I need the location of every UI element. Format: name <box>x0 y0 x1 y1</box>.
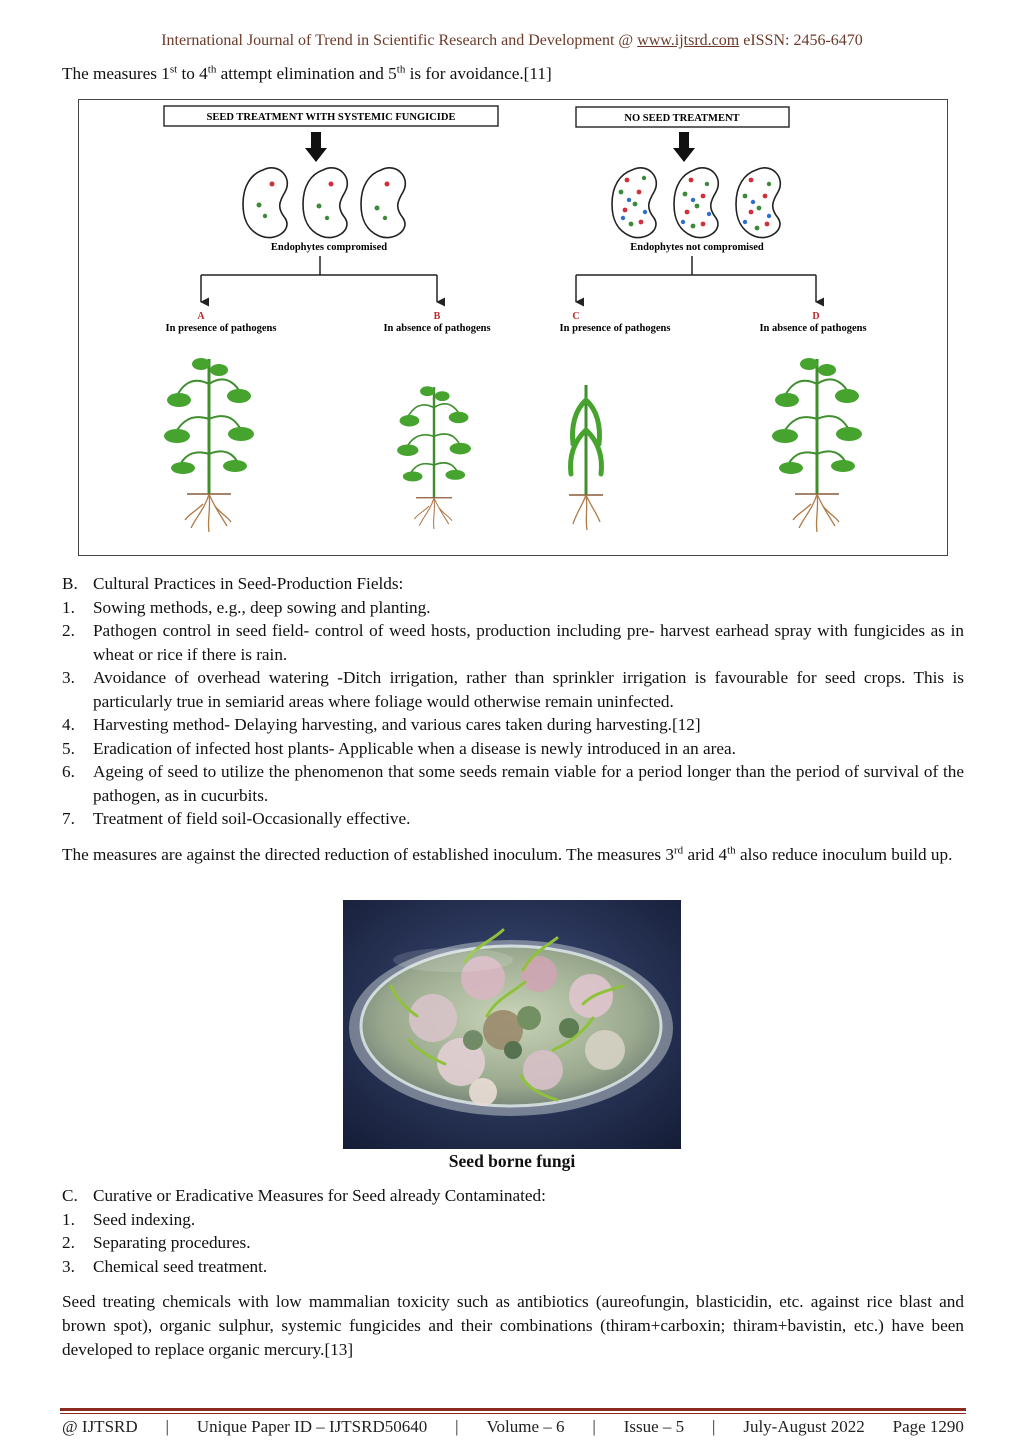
list-number: B. <box>62 574 78 593</box>
list-text: Seed indexing. <box>93 1209 196 1229</box>
list-text: Eradication of infected host plants- Applicable when a disease is newly introduced in an area. <box>93 738 736 758</box>
measures-text-2: arid 4 <box>683 845 728 864</box>
down-arrow-icon <box>673 132 695 162</box>
list-text: Ageing of seed to utilize the phenomenon that some seeds remain viable for a period longer than the period of survival of the pathogen, as in cucurbits. <box>93 762 964 805</box>
list-item <box>62 1255 964 1279</box>
footer-divider-thin <box>60 1413 966 1414</box>
section-c-heading <box>62 1184 964 1208</box>
footer-sep: | <box>165 1417 169 1436</box>
list-item <box>62 619 964 666</box>
list-text: Pathogen control in seed field- control of weed hosts, production including pre- harvest earhead spray with fungicides as in wheat or rice if there is rain. <box>93 621 964 664</box>
branch-letter-b: B <box>433 311 441 322</box>
branch-letter-c: C <box>572 311 580 322</box>
list-text: Avoidance of overhead watering -Ditch irrigation, rather than sprinkler irrigation is favourable for seed crops. This is particularly true in semiarid areas where foliage would otherwise remain uninfected. <box>93 668 964 711</box>
footer-issue: Issue – 5 <box>623 1417 685 1436</box>
list-text: Sowing methods, e.g., deep sowing and planting. <box>93 597 431 617</box>
measures-text-3: also reduce inoculum build up. <box>735 845 953 864</box>
list-item <box>62 807 964 831</box>
page-footer <box>62 1417 964 1437</box>
list-number: 4. <box>62 715 75 734</box>
footer-divider <box>60 1408 966 1411</box>
final-paragraph: Seed treating chemicals with low mammalian toxicity such as antibiotics (aureofungin, blasticidin, etc. against rice blast and brown spot), organic sulphur, systemic fungicides and their combinations (thiram+carboxin; thiram+bavistin, etc.) have been developed to replace organic mercury.[13] <box>62 1292 964 1359</box>
right-seed-caption: Endophytes not compromised <box>630 242 764 253</box>
list-number: 7. <box>62 809 75 828</box>
list-item <box>62 713 964 737</box>
list-text: Treatment of field soil-Occasionally effective. <box>93 809 411 828</box>
plant-b-icon <box>397 386 471 529</box>
section-b-heading <box>62 572 964 596</box>
journal-link[interactable]: www.ijtsrd.com <box>637 32 740 49</box>
intro-sup-3: th <box>396 63 406 76</box>
right-box-label: NO SEED TREATMENT <box>624 113 740 124</box>
branch-label-d: In absence of pathogens <box>759 323 867 334</box>
measures-sup-1: rd <box>674 844 684 857</box>
journal-header <box>0 32 1024 50</box>
footer-sep: | <box>455 1417 459 1436</box>
list-text: Chemical seed treatment. <box>93 1256 268 1276</box>
intro-text-2: to 4 <box>177 64 208 83</box>
branch-label-a: In presence of pathogens <box>165 323 277 334</box>
photo-caption: Seed borne fungi <box>448 1151 576 1171</box>
list-number: 2. <box>62 1233 75 1252</box>
branch-letter-a: A <box>197 311 205 322</box>
footer-sep: | <box>592 1417 596 1436</box>
measures-text-1: The measures are against the directed reduction of established inoculum. The measures 3 <box>62 845 675 864</box>
branch-letter-d: D <box>812 311 820 322</box>
footer-paper-id: Unique Paper ID – IJTSRD50640 <box>196 1417 428 1436</box>
measures-sup-2: th <box>727 844 736 857</box>
down-arrow-icon <box>305 132 327 162</box>
list-text: Separating procedures. <box>93 1233 251 1252</box>
list-item <box>62 760 964 807</box>
intro-text-4: is for avoidance.[11] <box>405 64 552 83</box>
list-item <box>62 1231 964 1255</box>
untreated-seeds <box>612 168 780 238</box>
section-b-list <box>62 572 964 831</box>
list-number: 2. <box>62 621 75 640</box>
list-number: 3. <box>62 668 75 687</box>
plant-d-icon <box>772 358 862 532</box>
list-text: Harvesting method- Delaying harvesting, and various cares taken during harvesting.[12] <box>93 715 701 734</box>
intro-sup-1: st <box>169 63 178 76</box>
footer-page: Page 1290 <box>892 1417 964 1436</box>
list-number: 5. <box>62 738 75 758</box>
list-text: Curative or Eradicative Measures for Seed already Contaminated: <box>93 1186 546 1205</box>
list-number: C. <box>62 1186 78 1205</box>
section-c-list <box>62 1184 964 1278</box>
branch-label-c: In presence of pathogens <box>559 323 671 334</box>
header-prefix: International Journal of Trend in Scientific Research and Development @ <box>161 32 638 49</box>
footer-volume: Volume – 6 <box>486 1417 565 1436</box>
header-suffix: eISSN: 2456-6470 <box>739 32 863 49</box>
left-seed-caption: Endophytes compromised <box>270 242 388 253</box>
left-box-label: SEED TREATMENT WITH SYSTEMIC FUNGICIDE <box>206 112 456 123</box>
footer-journal: @ IJTSRD <box>62 1417 138 1436</box>
list-item <box>62 666 964 713</box>
plant-c-icon <box>569 385 603 530</box>
seed-treatment-diagram <box>78 99 948 556</box>
plant-a-icon <box>164 358 254 532</box>
measures-paragraph <box>62 843 964 867</box>
list-item <box>62 737 964 761</box>
list-item <box>62 596 964 620</box>
list-number: 3. <box>62 1256 75 1276</box>
intro-text-1: The measures 1 <box>62 64 170 83</box>
treated-seeds <box>243 168 405 238</box>
intro-paragraph <box>62 62 964 86</box>
footer-sep: | <box>712 1417 716 1436</box>
footer-date: July-August 2022 <box>743 1417 865 1436</box>
list-number: 1. <box>62 1209 75 1229</box>
intro-sup-2: th <box>207 63 217 76</box>
list-number: 6. <box>62 762 75 781</box>
list-number: 1. <box>62 597 75 617</box>
petri-dish-photo <box>343 900 681 1149</box>
intro-text-3: attempt elimination and 5 <box>216 64 397 83</box>
list-text: Cultural Practices in Seed-Production Fields: <box>93 574 404 593</box>
branch-label-b: In absence of pathogens <box>383 323 491 334</box>
list-item <box>62 1208 964 1232</box>
